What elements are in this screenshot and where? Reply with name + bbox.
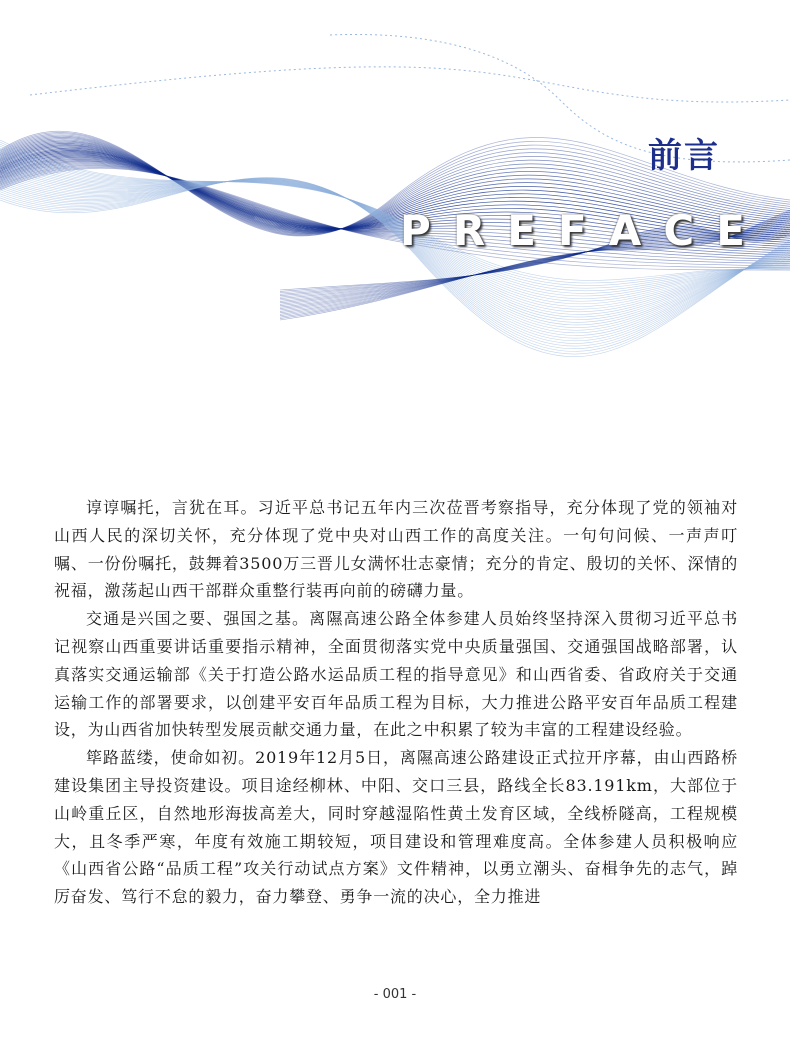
wave-line [30,67,790,102]
page-number: - 001 - [373,987,417,1002]
page-title-english [400,206,745,255]
title-letter: E [716,206,745,255]
preface-body [54,494,738,911]
paragraph: 谆谆嘱托，言犹在耳。习近平总书记五年内三次莅晋考察指导，充分体现了党的领袖对山西人民的深切关怀，充分体现了党中央对山西工作的高度关注。一句句问候、一声声叮嘱、一份份嘱托，鼓舞着3500万三晋儿女满怀壮志豪情；充分的肯定、殷切的关怀、深情的祝福，激荡起山西干部群众重整行装再向前的磅礴力量。 [54,498,738,601]
title-letter: P [400,206,431,255]
title-letter: E [507,206,536,255]
page-title-chinese: 前言 [648,136,720,176]
title-letter: F [558,206,587,255]
title-letter: C [663,206,695,255]
paragraph: 筚路蓝缕，使命如初。2019年12月5日，离隰高速公路建设正式拉开序幕，由山西路桥建设集团主导投资建设。项目途经柳林、中阳、交口三县，路线全长83.191km，大部位于山岭重丘区，自然地形海拔高差大，同时穿越湿陷性黄土发育区域，全线桥隧高，工程规模大，且冬季严寒，年度有效施工期较短，项目建设和管理难度高。全体参建人员积极响应《山西省公路“品质工程”攻关行动试点方案》文件精神，以勇立潮头、奋楫争先的志气，踔厉奋发、笃行不怠的毅力，奋力攀登、勇争一流的决心，全力推进 [54,748,738,907]
title-letter: A [608,206,642,255]
paragraph: 交通是兴国之要、强国之基。离隰高速公路全体参建人员始终坚持深入贯彻习近平总书记视察山西重要讲话重要指示精神，全面贯彻落实党中央质量强国、交通强国战略部署，认真落实交通运输部《关于打造公路水运品质工程的指导意见》和山西省委、省政府关于交通运输工作的部署要求，以创建平安百年品质工程为目标，大力推进公路平安百年品质工程建设，为山西省加快转型发展贡献交通力量，在此之中积累了较为丰富的工程建设经验。 [54,609,738,740]
decorative-wave-lines [0,0,790,360]
title-letter: R [452,206,486,255]
